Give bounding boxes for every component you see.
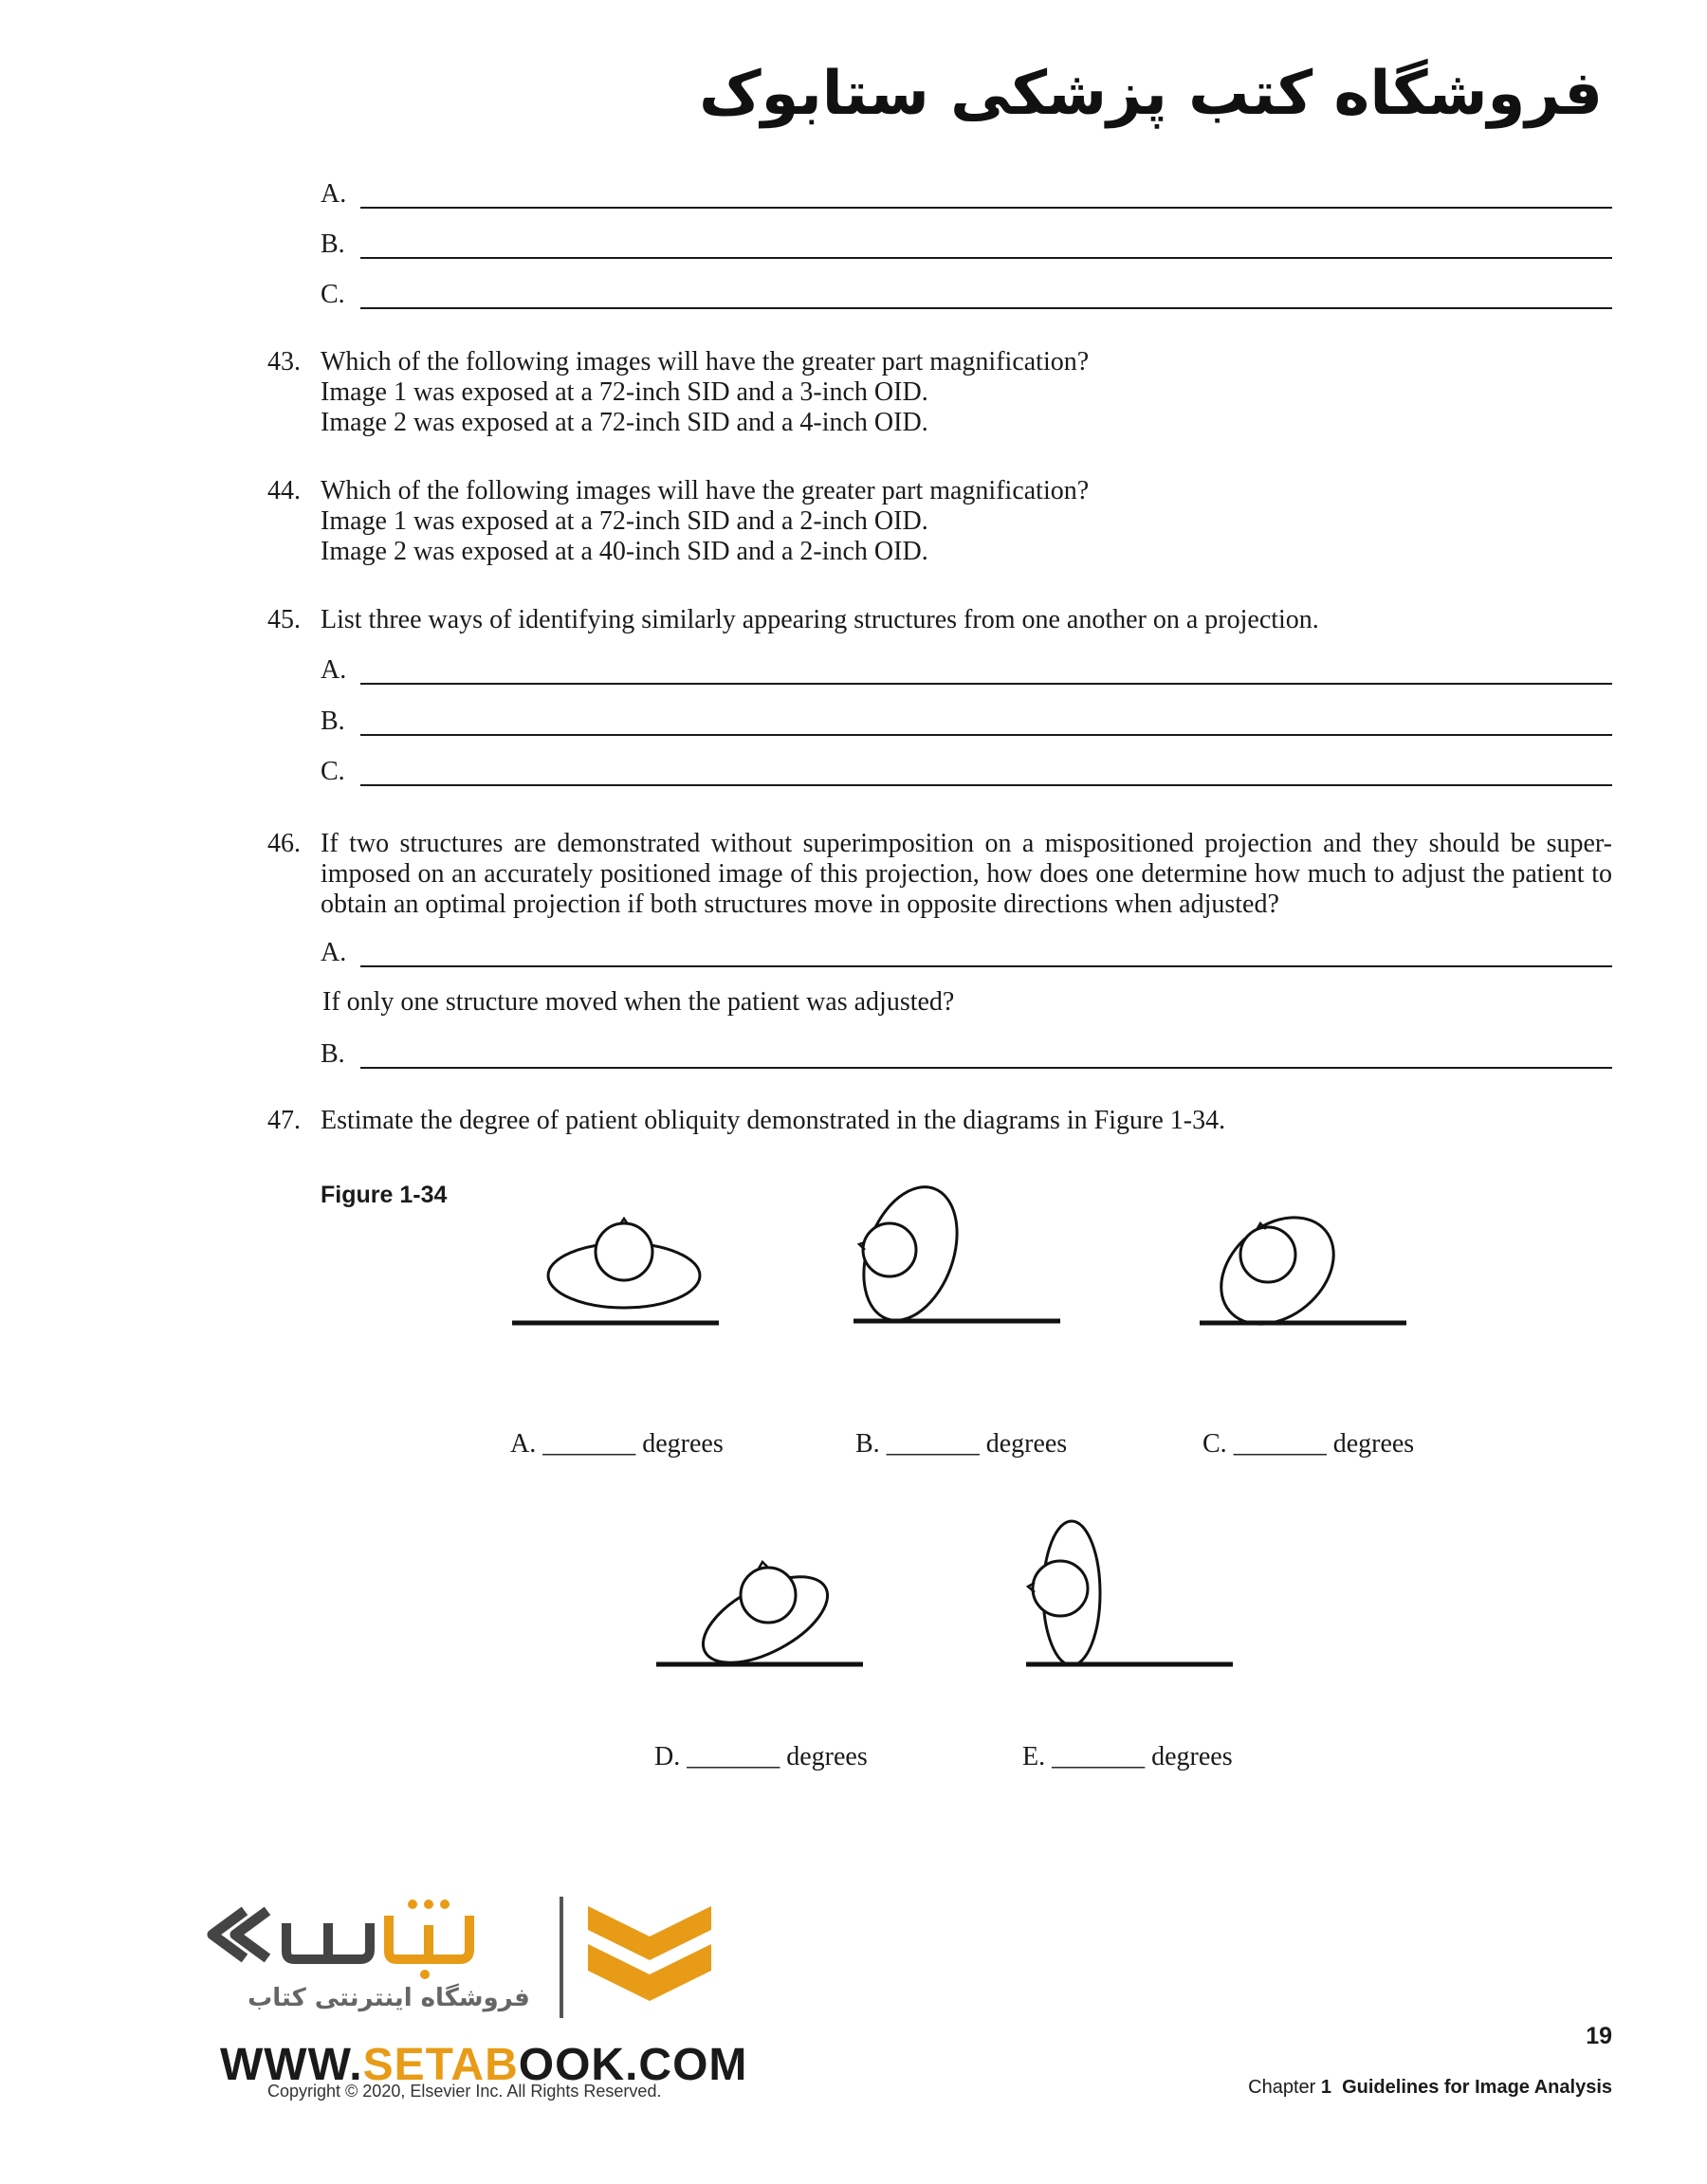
obliquity-diagram-d [647,1513,874,1679]
degree-letter: B. [855,1429,880,1459]
answer-rule [360,257,1612,259]
degree-unit: degrees [1151,1742,1233,1771]
answer-rule [360,965,1612,967]
answer-rule [360,784,1612,786]
answer-label: B. [321,229,345,259]
figure-caption: Figure 1-34 [321,1182,448,1208]
degree-blank[interactable]: _______ [542,1429,636,1459]
question-45 [267,605,1612,635]
degree-letter: D. [654,1742,681,1771]
question-44 [267,476,1612,567]
question-line: Image 1 was exposed at a 72-inch SID and a 3-inch OID. [321,377,928,407]
site-url-prefix: WWW. [220,2040,363,2090]
degree-blank[interactable]: _______ [1233,1429,1327,1459]
answer-label: B. [321,707,345,736]
question-text: If two structures are demonstrated without superimposition on a mispositioned projection and they should be super-imposed on an accurately positioned image of this projection, how does one determine how much to adjust the patient to obtain an optimal projection if both structures move in opposite directions when adjusted? [321,829,1612,919]
question-text: Which of the following images will have the greater part magnification? [321,476,1090,505]
answer-line-b[interactable] [321,229,1612,261]
degree-blank[interactable]: _______ [886,1429,980,1459]
answer-label: A. [321,179,347,209]
degree-blank[interactable]: _______ [687,1742,780,1771]
chapter-title: Guidelines for Image Analysis [1342,2077,1612,2098]
degree-blank[interactable]: _______ [1052,1742,1146,1771]
question-text: Estimate the degree of patient obliquity demonstrated in the diagrams in Figure 1-34. [321,1106,1226,1135]
answer-line-b[interactable] [321,706,1612,738]
answer-line-c[interactable] [321,279,1612,311]
obliquity-diagram-b [844,1176,1072,1342]
question-number: 46. [267,829,301,858]
degree-letter: A. [510,1429,537,1459]
degree-blank-a[interactable] [510,1428,724,1460]
copyright-notice: Copyright © 2020, Elsevier Inc. All Rights Reserved. [267,2082,662,2101]
question-number: 45. [267,605,301,634]
answer-rule [360,207,1612,209]
degree-blank-b[interactable] [855,1428,1067,1460]
setabook-logo [199,1887,749,2029]
question-line: Image 1 was exposed at a 72-inch SID and a 2-inch OID. [321,506,928,536]
publisher-banner: فروشگاه کتب پزشکی ستابوک [699,59,1603,129]
question-line: Image 2 was exposed at a 72-inch SID and a 4-inch OID. [321,408,928,437]
chapter-number: 1 [1320,2077,1331,2098]
answer-rule [360,1067,1612,1069]
answer-line-c[interactable] [321,756,1612,788]
degree-blank-d[interactable] [654,1741,868,1773]
question-text: Which of the following images will have the greater part magnification? [321,347,1090,376]
question-number: 43. [267,347,301,376]
question-47 [267,1106,1612,1136]
answer-rule [360,683,1612,685]
answer-line-b[interactable] [321,1038,1612,1071]
degree-unit: degrees [1332,1429,1415,1459]
followup-question: If only one structure moved when the patient was adjusted? [322,987,955,1017]
answer-rule [360,734,1612,736]
answer-label: C. [321,280,345,309]
chapter-word: Chapter [1248,2077,1316,2098]
site-url-suffix: OOK.COM [518,2040,748,2090]
answer-label: B. [321,1039,345,1069]
question-line: Image 2 was exposed at a 40-inch SID and a 2-inch OID. [321,537,928,566]
chapter-footer [1248,2077,1612,2099]
degree-letter: E. [1022,1742,1046,1771]
question-43 [267,347,1612,438]
answer-rule [360,307,1612,309]
question-number: 47. [267,1106,301,1135]
degree-blank-c[interactable] [1202,1428,1414,1460]
degree-unit: degrees [642,1429,724,1459]
obliquity-diagram-c [1190,1176,1418,1342]
page-number: 19 [1586,2023,1612,2049]
answer-label: C. [321,757,345,786]
answer-line-a[interactable] [321,654,1612,687]
degree-unit: degrees [985,1429,1068,1459]
answer-line-a[interactable] [321,937,1612,969]
question-46 [267,829,1612,920]
question-text: List three ways of identifying similarly appearing structures from one another on a projection. [321,605,1319,634]
degree-letter: C. [1202,1429,1227,1459]
answer-label: A. [321,655,347,685]
degree-blank-e[interactable] [1022,1741,1233,1773]
answer-line-a[interactable] [321,178,1612,211]
question-number: 44. [267,476,301,505]
obliquity-diagram-a [503,1176,730,1342]
degree-unit: degrees [786,1742,868,1771]
answer-label: A. [321,938,347,967]
obliquity-diagram-e [1017,1513,1244,1679]
logo-tagline: فروشگاه اینترنتی کتاب [248,1984,530,2012]
site-url-highlight: SETAB [362,2040,519,2090]
